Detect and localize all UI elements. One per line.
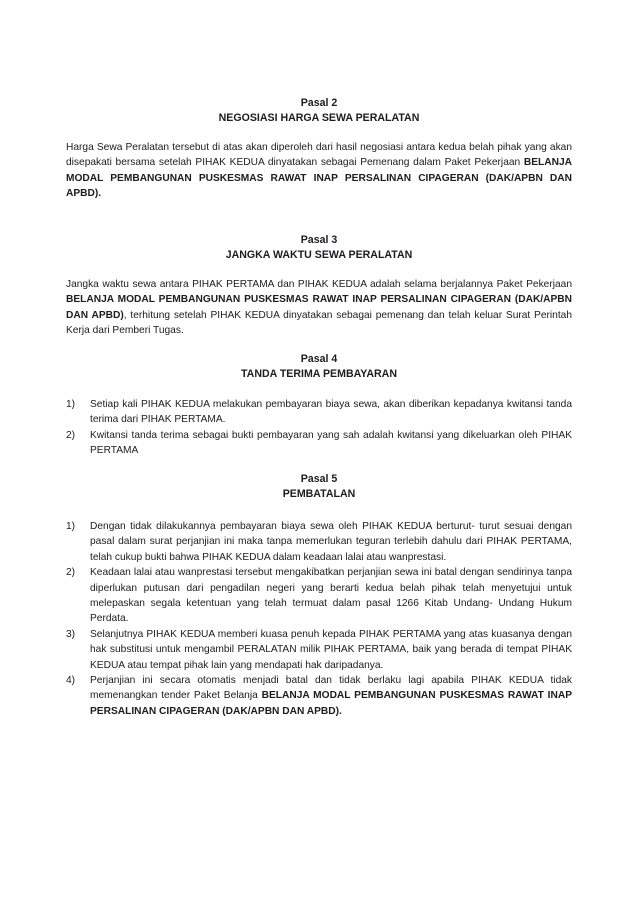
list-item: [66, 627, 572, 673]
list-item: [66, 397, 572, 428]
pasal-2-number: Pasal 2: [300, 97, 338, 109]
pasal-3-heading: [66, 233, 572, 263]
list-item-text: Kwitansi tanda terima sebagai bukti pembayaran yang sah adalah kwitansi yang dikeluarkan oleh PIHAK PERTAMA: [90, 429, 572, 457]
list-item-text: Dengan tidak dilakukannya pembayaran biaya sewa oleh PIHAK KEDUA berturut- turut sesuai dengan pasal dalam surat perjanjian ini maka tanpa memerlukan teguran terlebih dahulu dari PIHAK PERTAMA, telah cukup bukti bahwa PIHAK KEDUA dalam keadaan lalai atau wanprestasi.: [90, 521, 572, 563]
pasal-2-text: Harga Sewa Peralatan tersebut di atas akan diperoleh dari hasil negosiasi antara kedua belah pihak yang akan disepakati bersama setelah PIHAK KEDUA dinyatakan sebagai Pemenang dalam Paket Pekerjaan: [66, 142, 572, 169]
list-item-text: Perjanjian ini secara otomatis menjadi batal dan tidak berlaku lagi apabila PIHAK KEDUA tidak memenangkan tender Paket Belanja: [90, 675, 572, 702]
pasal-5-section: [66, 472, 572, 719]
pasal-3-project-name: BELANJA MODAL PEMBANGUNAN PUSKESMAS RAWAT INAP PERSALINAN CIPAGERAN (DAK/APBN DAN APBD): [66, 294, 572, 321]
pasal-3-title: JANGKA WAKTU SEWA PERALATAN: [225, 249, 413, 261]
list-item: [66, 519, 572, 565]
list-marker: 3): [66, 628, 76, 640]
list-item: [66, 673, 572, 719]
pasal-3-text-end: , terhitung setelah PIHAK KEDUA dinyatakan sebagai pemenang dan telah keluar Surat Perintah Kerja dari Pemberi Tugas.: [66, 309, 572, 337]
list-item-text: Selanjutnya PIHAK KEDUA memberi kuasa penuh kepada PIHAK PERTAMA yang atas kuasanya dengan hak substitusi untuk mengambil PERALATAN milik PIHAK PERTAMA, baik yang berada di tempat PIHAK KEDUA atau tempat pihak lain yang mendapati hak daripadanya.: [90, 628, 572, 671]
pasal-5-heading: [66, 472, 572, 502]
pasal-3-text-start: Jangka waktu sewa antara PIHAK PERTAMA dan PIHAK KEDUA adalah selama berjalannya Paket Pekerjaan: [66, 279, 572, 290]
list-marker: 1): [66, 399, 76, 410]
pasal-2-section: [66, 96, 572, 202]
pasal-4-number: Pasal 4: [300, 353, 338, 365]
pasal-2-project-name: BELANJA MODAL PEMBANGUNAN PUSKESMAS RAWAT INAP PERSALINAN CIPAGERAN (DAK/APBN DAN APBD).: [66, 157, 572, 200]
list-marker: 2): [66, 429, 76, 441]
pasal-4-list: [66, 397, 572, 459]
pasal-4-heading: [66, 352, 572, 382]
list-item: [66, 565, 572, 627]
list-marker: 4): [66, 675, 76, 687]
pasal-5-list: [66, 519, 572, 719]
pasal-3-number: Pasal 3: [300, 234, 338, 246]
list-item-text: Keadaan lalai atau wanprestasi tersebut mengakibatkan perjanjian sewa ini batal dengan sendirinya tanpa diperlukan putusan dari pengadilan negeri yang berarti kedua belah pihak telah menyetujui untuk melepaskan segala ketentuan yang telah termuat dalam pasal 1266 Kitab Undang- Undang Hukum Perdata.: [90, 567, 572, 625]
pasal-4-section: [66, 352, 572, 459]
pasal-3-paragraph: [66, 277, 572, 339]
list-marker: 2): [66, 567, 76, 579]
pasal-3-section: [66, 233, 572, 339]
list-item-text: Setiap kali PIHAK KEDUA melakukan pembayaran biaya sewa, akan diberikan kepadanya kwitansi tanda terima dari PIHAK PERTAMA.: [90, 399, 572, 426]
list-item: [66, 428, 572, 459]
list-marker: 1): [66, 521, 76, 532]
pasal-5-number: Pasal 5: [300, 473, 338, 485]
pasal-4-title: TANDA TERIMA PEMBAYARAN: [241, 368, 397, 380]
pasal-2-heading: [66, 96, 572, 126]
pasal-2-title: NEGOSIASI HARGA SEWA PERALATAN: [218, 112, 420, 124]
pasal-5-title: PEMBATALAN: [282, 488, 356, 500]
pasal-2-paragraph: [66, 140, 572, 202]
pasal-5-project-name: BELANJA MODAL PEMBANGUNAN PUSKESMAS RAWAT INAP PERSALINAN CIPAGERAN (DAK/APBN DAN APBD).: [90, 690, 573, 717]
